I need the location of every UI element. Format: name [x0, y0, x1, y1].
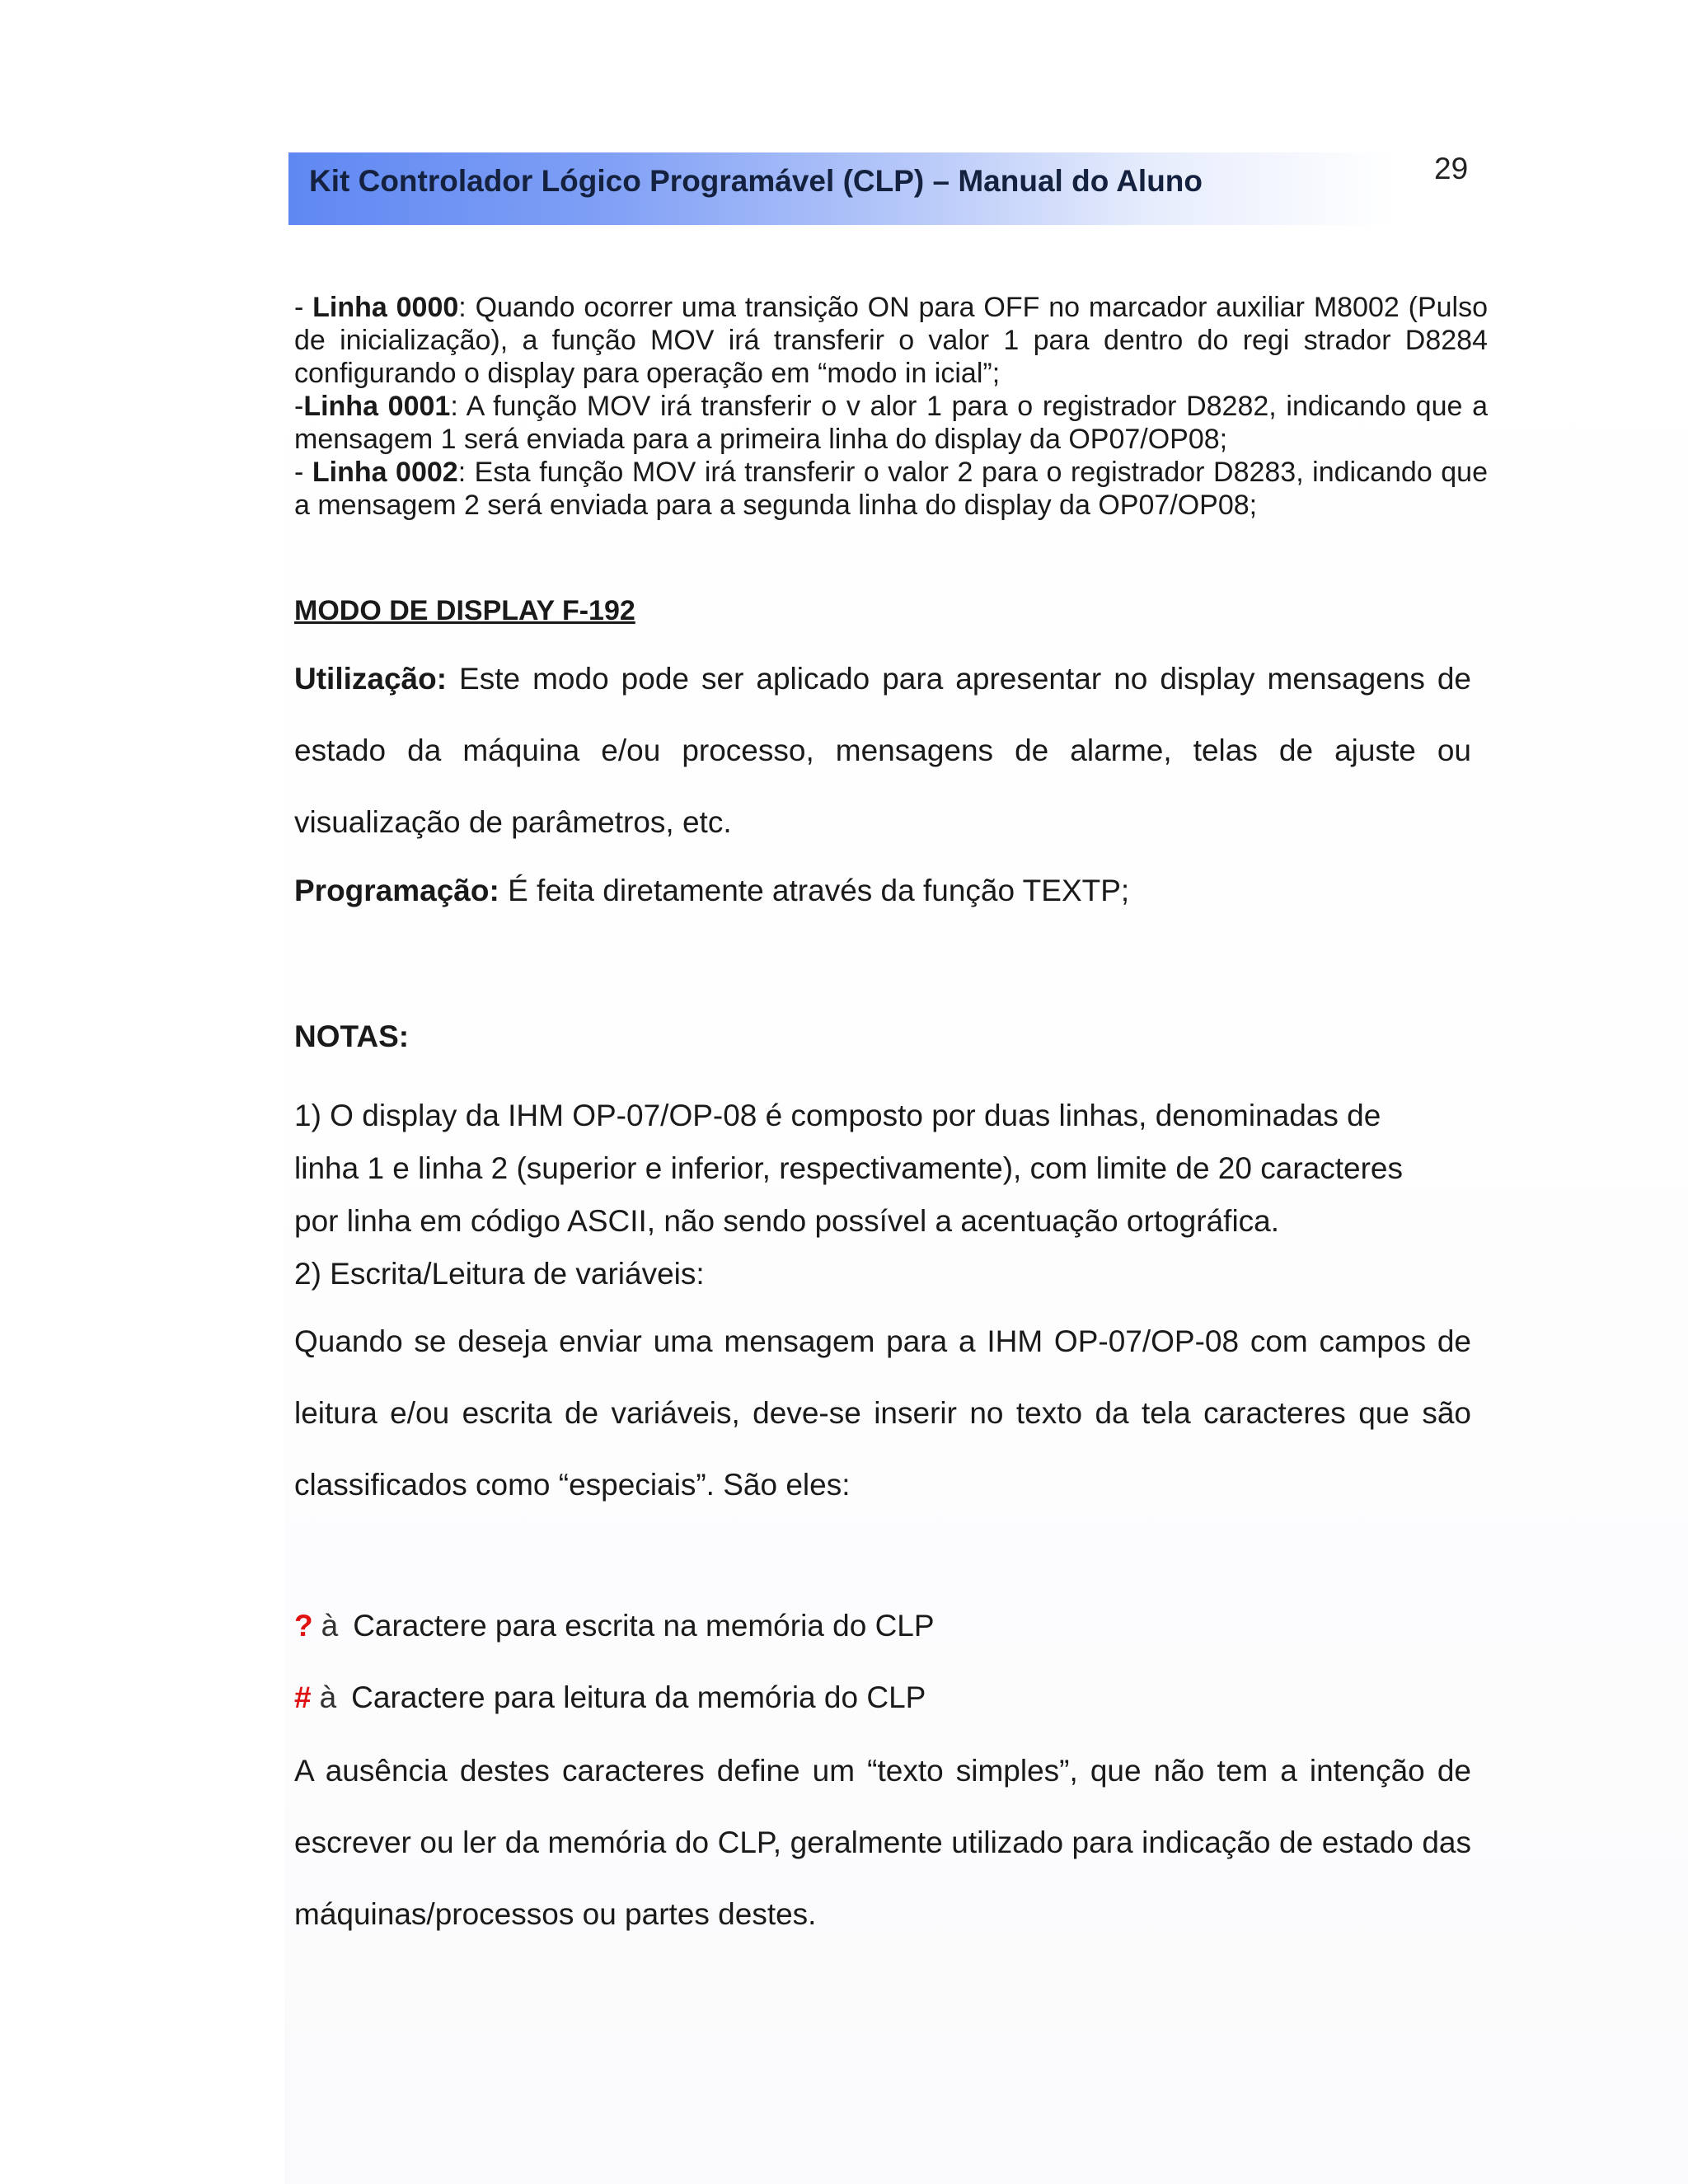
hash-symbol: # — [294, 1680, 312, 1714]
symbol-read-description: Caractere para leitura da memória do CLP — [351, 1680, 926, 1714]
linha-0000-label: Linha 0000 — [312, 292, 459, 323]
programacao-label: Programação: — [294, 874, 499, 907]
note-1-line-3: por linha em código ASCII, não sendo possível a acentuação ortográfica. — [294, 1204, 1280, 1238]
closing-paragraph: A ausência destes caracteres define um “texto simples”, que não tem a intenção de escrever ou ler da memória do CLP, geralmente utilizado para indicação de estado das máquinas/processos ou partes destes. — [294, 1754, 1471, 1931]
intro-block — [294, 291, 1488, 522]
arrow-icon: à — [319, 1680, 337, 1714]
linha-0002-label: Linha 0002 — [312, 457, 458, 488]
linha-0001-text: : A função MOV irá transferir o v alor 1 para o registrador D8282, indicando que a mensagem 1 será enviada para a primeira linha do display da OP07/OP08; — [294, 391, 1488, 455]
linha-0002-paragraph: - Linha 0002: Esta função MOV irá transferir o valor 2 para o registrador D8283, indicando que a mensagem 2 será enviada para a segunda linha do display da OP07/OP08; — [294, 457, 1488, 521]
section-title: MODO DE DISPLAY F-192 — [294, 595, 635, 626]
question-mark-symbol: ? — [294, 1609, 313, 1643]
linha-0000-text: : Quando ocorrer uma transição ON para OFF no marcador auxiliar M8002 (Pulso de inicialização), a função MOV irá transferir o valor 1 para dentro do regi strador D8284 configurando o display para operação em “modo in icial”; — [294, 292, 1488, 389]
page-number: 29 — [1434, 152, 1469, 185]
notes-title: NOTAS: — [294, 1019, 410, 1053]
linha-0000-paragraph: - Linha 0000: Quando ocorrer uma transição ON para OFF no marcador auxiliar M8002 (Pulso de inicialização), a função MOV irá transferir o valor 1 para dentro do regi strador D8284 configurando o display para operação em “modo in icial”; — [294, 292, 1488, 389]
utilizacao-label: Utilização: — [294, 662, 448, 696]
programacao-text: É feita diretamente através da função TEXTP; — [499, 874, 1130, 907]
symbol-write-line — [294, 1605, 935, 1647]
linha-0002-text: : Esta função MOV irá transferir o valor 2 para o registrador D8283, indicando que a mensagem 2 será enviada para a segunda linha do display da OP07/OP08; — [294, 457, 1488, 521]
symbol-read-line — [294, 1676, 926, 1719]
note-1-line-2: linha 1 e linha 2 (superior e inferior, respectivamente), com limite de 20 caracteres — [294, 1151, 1403, 1185]
notes-list — [294, 1090, 1481, 1301]
arrow-icon: à — [321, 1609, 339, 1643]
note-1-line-1: 1) O display da IHM OP-07/OP-08 é composto por duas linhas, denominadas de — [294, 1099, 1381, 1132]
note-2-paragraph: Quando se deseja enviar uma mensagem para a IHM OP-07/OP-08 com campos de leitura e/ou escrita de variáveis, deve-se inserir no texto da tela caracteres que são classificados como “especiais”. São eles: — [294, 1324, 1471, 1502]
note-2-heading: 2) Escrita/Leitura de variáveis: — [294, 1257, 705, 1291]
programacao-paragraph — [294, 858, 1471, 924]
utilizacao-paragraph — [294, 643, 1471, 858]
header-title: Kit Controlador Lógico Programável (CLP) – Manual do Aluno — [309, 164, 1203, 198]
symbol-write-description: Caractere para escrita na memória do CLP — [353, 1609, 935, 1643]
utilizacao-text: Este modo pode ser aplicado para apresentar no display mensagens de estado da máquina e/ou processo, mensagens de alarme, telas de ajuste ou visualização de parâmetros, etc. — [294, 662, 1471, 839]
linha-0001-label: Linha 0001 — [303, 391, 451, 422]
linha-0001-paragraph: -Linha 0001: A função MOV irá transferir o v alor 1 para o registrador D8282, indicando que a mensagem 1 será enviada para a primeira linha do display da OP07/OP08; — [294, 391, 1488, 455]
